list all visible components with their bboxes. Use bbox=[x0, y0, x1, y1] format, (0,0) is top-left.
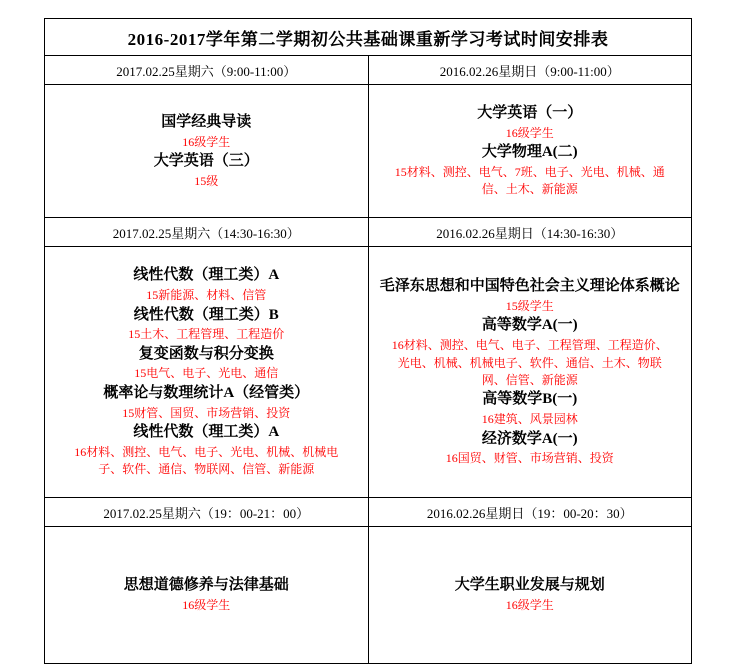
session-3-right-datehead: 2016.02.26星期日（19：00-20：30） bbox=[368, 498, 692, 527]
session-row-2 bbox=[45, 247, 692, 498]
course-name: 思想道德修养与法律基础 bbox=[123, 577, 289, 594]
session-1-right-datehead: 2016.02.26星期日（9:00-11:00） bbox=[368, 56, 692, 85]
exam-schedule-table bbox=[44, 18, 692, 664]
course-name: 概率论与数理统计A（经管类） bbox=[103, 384, 310, 401]
datehead-row-2 bbox=[45, 218, 692, 247]
course-name: 经济数学A(一) bbox=[481, 430, 578, 447]
title-row bbox=[45, 19, 692, 56]
course-students: 15财管、国贸、市场营销、投资 bbox=[122, 405, 291, 420]
session-2-right-block bbox=[368, 247, 692, 498]
course-students: 16级学生 bbox=[182, 134, 231, 149]
course-students: 16级学生 bbox=[505, 598, 554, 613]
course-students: 16级学生 bbox=[182, 598, 231, 613]
session-2-right-datehead: 2016.02.26星期日（14:30-16:30） bbox=[368, 218, 692, 247]
course-name: 复变函数与积分变换 bbox=[138, 345, 274, 362]
session-2-left-datehead: 2017.02.25星期六（14:30-16:30） bbox=[45, 218, 369, 247]
course-name: 高等数学B(一) bbox=[482, 391, 578, 408]
course-name: 毛泽东思想和中国特色社会主义理论体系概论 bbox=[379, 278, 680, 295]
course-name: 大学生职业发展与规划 bbox=[454, 577, 605, 594]
course-students: 16材料、测控、电气、电子、光电、机械、机械电子、软件、通信、物联网、信管、新能源 bbox=[74, 444, 339, 477]
course-name: 国学经典导读 bbox=[161, 113, 252, 130]
course-students: 15土木、工程管理、工程造价 bbox=[128, 327, 285, 342]
course-name: 高等数学A(一) bbox=[481, 317, 578, 334]
session-row-3 bbox=[45, 527, 692, 664]
course-name: 线性代数（理工类）B bbox=[133, 306, 279, 323]
course-students: 16材料、测控、电气、电子、工程管理、工程造价、光电、机械、机械电子、软件、通信、土木、物联网、信管、新能源 bbox=[391, 338, 668, 387]
course-students: 15级学生 bbox=[505, 299, 554, 314]
course-students: 15新能源、材料、信管 bbox=[146, 288, 267, 303]
session-2-left-block bbox=[45, 247, 369, 498]
session-1-right-block bbox=[368, 85, 692, 218]
course-name: 大学英语（三） bbox=[153, 153, 259, 169]
course-students: 16国贸、财管、市场营销、投资 bbox=[445, 451, 614, 466]
course-students: 16建筑、风景园林 bbox=[481, 412, 578, 427]
session-1-left-block bbox=[45, 85, 369, 218]
course-name: 大学英语（一） bbox=[477, 105, 583, 122]
datehead-row-3 bbox=[45, 498, 692, 527]
course-students: 15级 bbox=[194, 173, 219, 188]
session-1-left-datehead: 2017.02.25星期六（9:00-11:00） bbox=[45, 56, 369, 85]
course-name: 大学物理A(二) bbox=[481, 144, 578, 161]
course-students: 15电气、电子、光电、通信 bbox=[134, 366, 279, 381]
course-name: 线性代数（理工类）A bbox=[133, 424, 280, 441]
course-name: 线性代数（理工类）A bbox=[133, 267, 280, 284]
datehead-row-1 bbox=[45, 56, 692, 85]
course-students: 16级学生 bbox=[505, 125, 554, 140]
session-3-left-datehead: 2017.02.25星期六（19：00-21：00） bbox=[45, 498, 369, 527]
session-row-1 bbox=[45, 85, 692, 218]
session-3-right-block bbox=[368, 527, 692, 664]
page-title: 2016-2017学年第二学期初公共基础课重新学习考试时间安排表 bbox=[45, 19, 692, 56]
session-3-left-block bbox=[45, 527, 369, 664]
course-students: 15材料、测控、电气、7班、电子、光电、机械、通信、土木、新能源 bbox=[394, 165, 665, 197]
